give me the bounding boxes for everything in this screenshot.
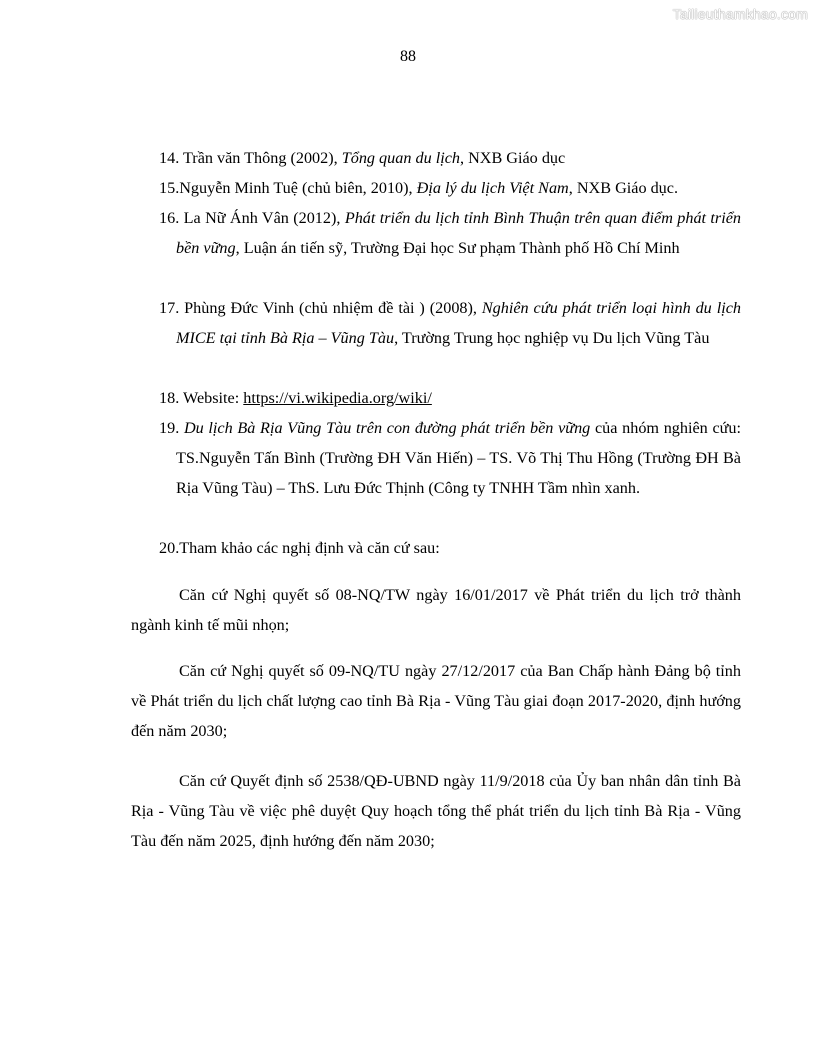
ref-title: Phát triển du lịch tỉnh Bình Thuận trên quan điểm phát triển bền vững: [176, 209, 741, 257]
ref-title: Du lịch Bà Rịa Vũng Tàu trên con đường phát triển bền vững: [183, 419, 591, 437]
ref-number: 15.: [159, 179, 180, 197]
page-number: 88: [400, 48, 416, 65]
ref-number: 14.: [159, 149, 180, 167]
ref-number: 18.: [159, 389, 180, 407]
ref-title: Địa lý du lịch Việt Nam: [416, 179, 569, 197]
wikipedia-link[interactable]: https://vi.wikipedia.org/wiki/: [243, 389, 432, 407]
reference-17: 17. Phùng Đức Vinh (chủ nhiệm đề tài ) (2008), Nghiên cứu phát triển loại hình du lịch MICE tại tỉnh Bà Rịa – Vũng Tàu, Trường Trung học nghiệp vụ Du lịch Vũng Tàu: [159, 299, 741, 347]
paragraph-resolution-08: Căn cứ Nghị quyết số 08-NQ/TW ngày 16/01/2017 về Phát triển du lịch trở thành ngành kinh tế mũi nhọn;: [131, 586, 741, 634]
reference-20: 20.Tham khảo các nghị định và căn cứ sau:: [159, 539, 440, 557]
reference-19: 19. Du lịch Bà Rịa Vũng Tàu trên con đường phát triển bền vững của nhóm nghiên cứu: TS.Nguyễn Tấn Bình (Trường ĐH Văn Hiến) – TS. Võ Thị Thu Hồng (Trường ĐH Bà Rịa Vũng Tàu) – ThS. Lưu Đức Thịnh (Công ty TNHH Tầm nhìn xanh.: [159, 419, 742, 497]
ref-title: Tổng quan du lịch: [341, 149, 460, 167]
watermark: Tailieuthamkhao.com: [672, 6, 808, 22]
ref-number: 16.: [159, 209, 180, 227]
reference-16: 16. La Nữ Ánh Vân (2012), Phát triển du lịch tỉnh Bình Thuận trên quan điểm phát triển bền vững, Luận án tiến sỹ, Trường Đại học Sư phạm Thành phố Hồ Chí Minh: [159, 209, 741, 257]
ref-title: Nghiên cứu phát triển loại hình du lịch MICE tại tỉnh Bà Rịa – Vũng Tàu: [176, 299, 741, 347]
reference-14: 14. Trần văn Thông (2002), Tổng quan du lịch, NXB Giáo dục: [159, 149, 566, 167]
ref-number: 20.: [159, 539, 180, 557]
paragraph-decision-2538: Căn cứ Quyết định số 2538/QĐ-UBND ngày 11/9/2018 của Ủy ban nhân dân tỉnh Bà Rịa - Vũng Tàu về việc phê duyệt Quy hoạch tổng thể phát triển du lịch tỉnh Bà Rịa - Vũng Tàu đến năm 2025, định hướng đến năm 2030;: [131, 772, 741, 850]
ref-number: 19.: [159, 419, 180, 437]
reference-15: 15.Nguyễn Minh Tuệ (chủ biên, 2010), Địa lý du lịch Việt Nam, NXB Giáo dục.: [159, 179, 678, 197]
paragraph-resolution-09: Căn cứ Nghị quyết số 09-NQ/TU ngày 27/12/2017 của Ban Chấp hành Đảng bộ tỉnh về Phát triển du lịch chất lượng cao tỉnh Bà Rịa - Vũng Tàu giai đoạn 2017-2020, định hướng đến năm 2030;: [131, 662, 741, 740]
reference-18: 18. Website: https://vi.wikipedia.org/wiki/: [159, 389, 432, 407]
ref-number: 17.: [159, 299, 180, 317]
